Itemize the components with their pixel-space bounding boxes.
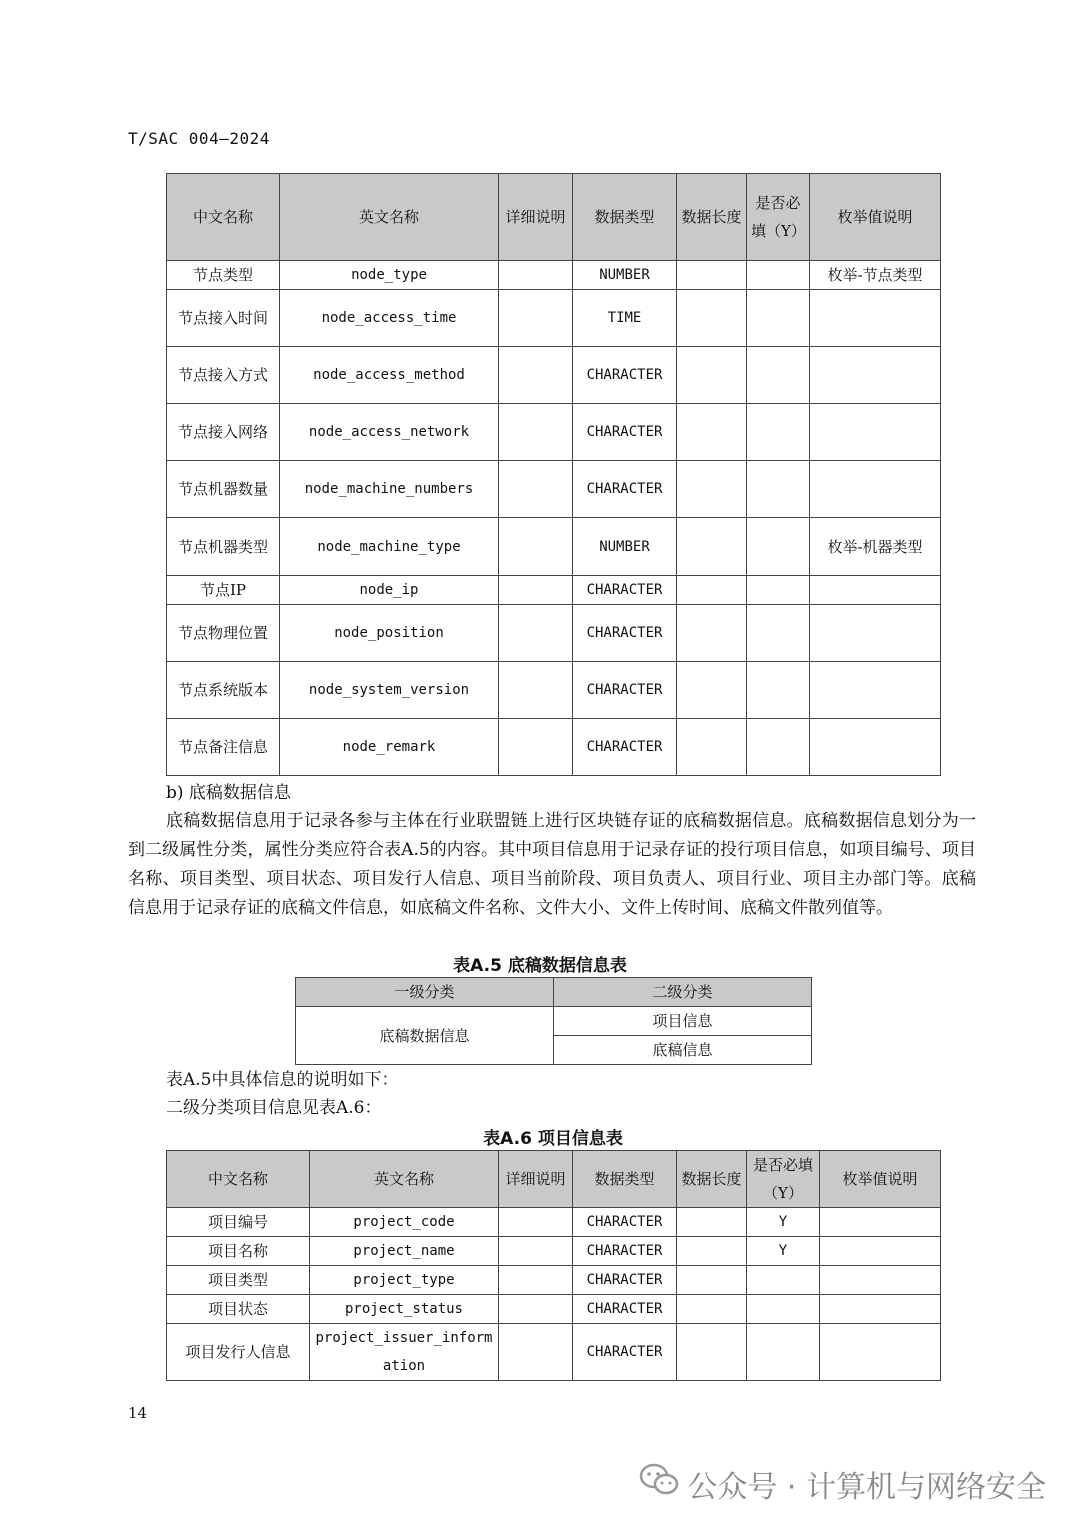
table-a4-node-info (166, 173, 941, 776)
table-cell (677, 1208, 747, 1237)
table-cell: 节点IP (167, 576, 280, 605)
table-cell (499, 719, 573, 776)
header-cell: 数据类型 (573, 174, 677, 261)
header-cell: 一级分类 (296, 978, 554, 1007)
table-cell: 节点类型 (167, 261, 280, 290)
table-row (167, 404, 941, 461)
table-cell: 项目发行人信息 (167, 1324, 310, 1381)
table-cell (747, 576, 810, 605)
table-row (167, 1324, 941, 1381)
table-cell: 枚举-机器类型 (810, 518, 941, 576)
table-cell (499, 576, 573, 605)
table-a5-caption: 表A.5 底稿数据信息表 (453, 956, 627, 976)
table-cell (499, 1295, 573, 1324)
table-cell (499, 662, 573, 719)
table-cell (499, 347, 573, 404)
table-cell (747, 518, 810, 576)
table-row (167, 576, 941, 605)
table-cell (820, 1237, 941, 1266)
table-cell: CHARACTER (573, 1266, 677, 1295)
table-cell (747, 1266, 820, 1295)
table-cell (747, 404, 810, 461)
table-cell (677, 1266, 747, 1295)
table-row (167, 605, 941, 662)
table-cell (810, 290, 941, 347)
table-cell (747, 261, 810, 290)
table-cell: CHARACTER (573, 461, 677, 518)
table-cell: project_type (310, 1266, 499, 1295)
table-cell: project_status (310, 1295, 499, 1324)
table-row (167, 1237, 941, 1266)
level2-cell: 项目信息 (554, 1007, 812, 1036)
table-cell: project_code (310, 1208, 499, 1237)
table-cell: 节点接入方式 (167, 347, 280, 404)
header-cell: 数据长度 (677, 1151, 747, 1208)
table-cell: 节点物理位置 (167, 605, 280, 662)
table-cell (820, 1295, 941, 1324)
table-cell: NUMBER (573, 261, 677, 290)
table-cell (747, 1295, 820, 1324)
table-cell (499, 1237, 573, 1266)
header-cell: 枚举值说明 (810, 174, 941, 261)
table-cell (677, 290, 747, 347)
note-line: 表A.5中具体信息的说明如下： (166, 1070, 399, 1090)
header-cell: 是否必填（Y） (747, 174, 810, 261)
table-cell (677, 719, 747, 776)
table-cell: CHARACTER (573, 719, 677, 776)
table-cell (810, 461, 941, 518)
header-cell: 是否必填（Y） (747, 1151, 820, 1208)
table-cell (810, 404, 941, 461)
wechat-icon (639, 1463, 679, 1505)
table-cell: CHARACTER (573, 662, 677, 719)
table-cell (499, 1266, 573, 1295)
table-cell (677, 261, 747, 290)
table-cell: CHARACTER (573, 1324, 677, 1381)
table-a5-draft-data (295, 977, 812, 1065)
table-cell (747, 719, 810, 776)
table-cell (499, 290, 573, 347)
table-cell: 节点系统版本 (167, 662, 280, 719)
table-cell (747, 605, 810, 662)
table-cell (820, 1324, 941, 1381)
table-cell: NUMBER (573, 518, 677, 576)
table-cell (677, 1237, 747, 1266)
header-cell: 英文名称 (310, 1151, 499, 1208)
header-cell: 英文名称 (280, 174, 499, 261)
header-cell: 数据长度 (677, 174, 747, 261)
table-a6-project-info (166, 1150, 941, 1381)
table-cell: CHARACTER (573, 1237, 677, 1266)
table-cell (499, 518, 573, 576)
table-cell (747, 1324, 820, 1381)
level1-cell: 底稿数据信息 (296, 1007, 554, 1065)
table-row (167, 518, 941, 576)
document-code: T/SAC 004—2024 (128, 129, 270, 148)
table-cell: project_issuer_information (310, 1324, 499, 1381)
section-b-paragraph: 底稿数据信息用于记录各参与主体在行业联盟链上进行区块链存证的底稿数据信息。底稿数据信息划分为一到二级属性分类，属性分类应符合表A.5的内容。其中项目信息用于记录存证的投行项目信息，如项目编号、项目名称、项目类型、项目状态、项目发行人信息、项目当前阶段、项目负责人、项目行业、项目主办部门等。底稿信息用于记录存证的底稿文件信息，如底稿文件名称、文件大小、文件上传时间、底稿文件散列值等。 (128, 811, 976, 918)
table-cell: CHARACTER (573, 605, 677, 662)
table-cell: CHARACTER (573, 576, 677, 605)
table-row (167, 347, 941, 404)
table-cell (747, 461, 810, 518)
table-cell: CHARACTER (573, 1208, 677, 1237)
table-cell (499, 461, 573, 518)
table-cell (677, 1295, 747, 1324)
table-cell (677, 576, 747, 605)
table-cell: 节点机器类型 (167, 518, 280, 576)
header-cell: 中文名称 (167, 174, 280, 261)
table-cell: node_machine_type (280, 518, 499, 576)
note-line: 二级分类项目信息见表A.6： (166, 1098, 382, 1118)
table-cell (810, 576, 941, 605)
table-cell: 项目编号 (167, 1208, 310, 1237)
page-number: 14 (128, 1404, 148, 1422)
table-cell: CHARACTER (573, 347, 677, 404)
table-cell: Y (747, 1237, 820, 1266)
table-cell: TIME (573, 290, 677, 347)
table-cell: 项目名称 (167, 1237, 310, 1266)
table-cell: node_ip (280, 576, 499, 605)
table-cell: 节点备注信息 (167, 719, 280, 776)
table-row (167, 261, 941, 290)
table-row (167, 662, 941, 719)
table-cell (499, 261, 573, 290)
table-cell: CHARACTER (573, 1295, 677, 1324)
table-cell: 节点接入网络 (167, 404, 280, 461)
header-cell: 二级分类 (554, 978, 812, 1007)
table-cell: node_access_network (280, 404, 499, 461)
table-cell: 项目状态 (167, 1295, 310, 1324)
header-cell: 详细说明 (499, 174, 573, 261)
table-cell: 项目类型 (167, 1266, 310, 1295)
table-cell: 节点机器数量 (167, 461, 280, 518)
table-cell (810, 719, 941, 776)
table-cell: node_machine_numbers (280, 461, 499, 518)
table-row (167, 1266, 941, 1295)
table-a6-caption: 表A.6 项目信息表 (483, 1129, 623, 1149)
section-b-heading: b) 底稿数据信息 (166, 783, 291, 803)
table-cell: node_position (280, 605, 499, 662)
table-cell (677, 1324, 747, 1381)
table-cell (677, 605, 747, 662)
table-cell (499, 605, 573, 662)
table-cell (677, 461, 747, 518)
table-cell (677, 347, 747, 404)
level2-cell: 底稿信息 (554, 1036, 812, 1065)
table-cell: project_name (310, 1237, 499, 1266)
table-cell (820, 1266, 941, 1295)
watermark (639, 1462, 1046, 1506)
watermark-text: 公众号 · 计算机与网络安全 (687, 1470, 1046, 1505)
header-cell: 枚举值说明 (820, 1151, 941, 1208)
header-cell: 数据类型 (573, 1151, 677, 1208)
table-cell: node_system_version (280, 662, 499, 719)
table-cell: Y (747, 1208, 820, 1237)
header-cell: 中文名称 (167, 1151, 310, 1208)
table-row (167, 719, 941, 776)
header-cell: 详细说明 (499, 1151, 573, 1208)
table-cell (747, 347, 810, 404)
table-cell (677, 518, 747, 576)
table-cell (747, 290, 810, 347)
table-cell (499, 404, 573, 461)
table-cell: 节点接入时间 (167, 290, 280, 347)
table-cell (820, 1208, 941, 1237)
table-cell (499, 1324, 573, 1381)
table-cell: node_type (280, 261, 499, 290)
table-row (167, 1208, 941, 1237)
table-cell: node_remark (280, 719, 499, 776)
table-cell (810, 605, 941, 662)
table-cell: 枚举-节点类型 (810, 261, 941, 290)
table-cell (747, 662, 810, 719)
table-cell: node_access_time (280, 290, 499, 347)
table-cell (677, 662, 747, 719)
table-cell (810, 662, 941, 719)
table-cell: CHARACTER (573, 404, 677, 461)
table-row (167, 1295, 941, 1324)
table-cell (810, 347, 941, 404)
table-cell (499, 1208, 573, 1237)
table-row (167, 461, 941, 518)
table-cell: node_access_method (280, 347, 499, 404)
table-cell (677, 404, 747, 461)
table-row (167, 290, 941, 347)
